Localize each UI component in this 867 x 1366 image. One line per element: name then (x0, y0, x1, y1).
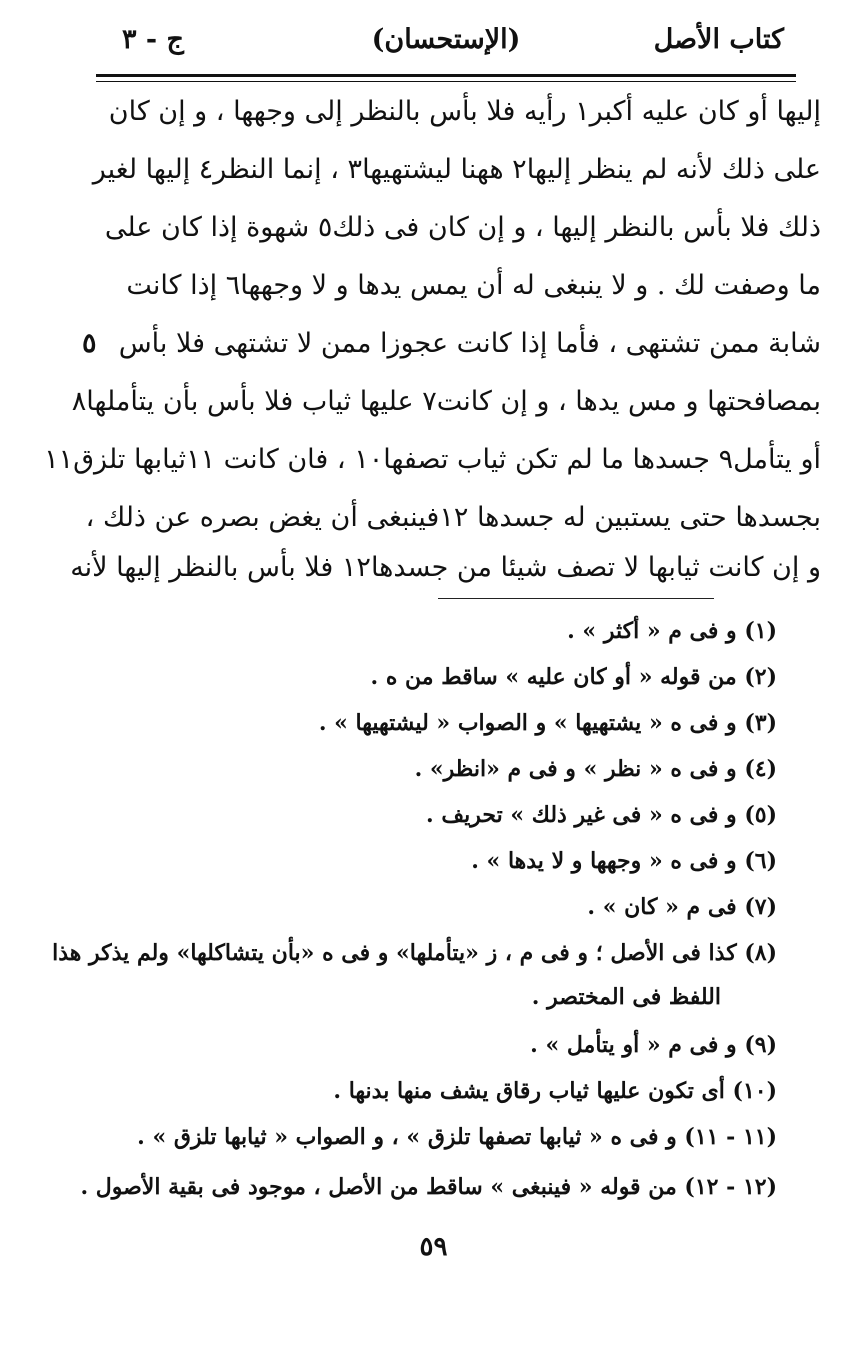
header-rule-thin (96, 81, 796, 82)
footnote-11: (١١ - ١١) و فى ه « ثيابها تصفها تلزق » ، و الصواب « ثيابها تلزق » . (137, 1124, 777, 1150)
footnote-7: (٧) فى م « كان » . (587, 894, 777, 920)
footnote-8: (٨) كذا فى الأصل ؛ و فى م ، ز «يتأملها» و فى ه «بأن يتشاكلها» ولم يذكر هذا (52, 940, 777, 966)
footnote-9: (٩) و فى م « أو يتأمل » . (530, 1032, 777, 1058)
header-volume: ج - ٣ (122, 24, 184, 55)
body-line-1: إليها أو كان عليه أكبر١ رأيه فلا بأس بالنظر إلى وجهها ، و إن كان (108, 96, 821, 127)
body-line-4: ما وصفت لك . و لا ينبغى له أن يمس يدها و لا وجهها٦ إذا كانت (126, 270, 821, 301)
footnote-1: (١) و فى م « أكثر » . (567, 618, 777, 644)
body-line-3: ذلك فلا بأس بالنظر إليها ، و إن كان فى ذلك٥ شهوة إذا كان على (104, 212, 821, 243)
footnote-3: (٣) و فى ه « يشتهيها » و الصواب « ليشتهيها » . (318, 710, 777, 736)
body-line-8: بجسدها حتى يستبين له جسدها ١٢فينبغى أن يغض بصره عن ذلك ، (85, 502, 821, 533)
margin-line-number: ٥ (82, 328, 97, 359)
footnote-12: (١٢ - ١٢) من قوله « فينبغى » ساقط من الأصل ، موجود فى بقية الأصول . (80, 1174, 777, 1200)
footnote-5: (٥) و فى ه « فى غير ذلك » تحريف . (426, 802, 777, 828)
footnote-8-continued: اللفظ فى المختصر . (531, 984, 721, 1010)
body-line-7: أو يتأمل٩ جسدها ما لم تكن ثياب تصفها١٠ ، فان كانت ١١ثيابها تلزق١١ (44, 444, 821, 475)
footnote-2: (٢) من قوله « أو كان عليه » ساقط من ه . (370, 664, 777, 690)
running-header (96, 24, 796, 70)
body-line-2: على ذلك لأنه لم ينظر إليها٢ ههنا ليشتهيها٣ ، إنما النظر٤ إليها لغير (92, 154, 821, 185)
body-line-6: بمصافحتها و مس يدها ، و إن كانت٧ عليها ثياب فلا بأس بأن يتأملها٨ (71, 386, 821, 417)
footnote-separator (438, 598, 714, 599)
header-book-title: كتاب الأصل (653, 24, 784, 55)
header-rule-thick (96, 74, 796, 77)
body-line-5: شابة ممن تشتهى ، فأما إذا كانت عجوزا ممن لا تشتهى فلا بأس (118, 328, 821, 359)
page-number: ٥٩ (419, 1232, 448, 1262)
footnote-6: (٦) و فى ه « وجهها و لا يدها » . (471, 848, 777, 874)
footnote-10: (١٠) أى تكون عليها ثياب رقاق يشف منها بدنها . (333, 1078, 777, 1104)
footnote-4: (٤) و فى ه « نظر » و فى م «انظر» . (414, 756, 777, 782)
header-section-title: (الإستحسان) (371, 24, 521, 55)
body-line-9: و إن كانت ثيابها لا تصف شيئا من جسدها١٢ فلا بأس بالنظر إليها لأنه (70, 552, 821, 583)
